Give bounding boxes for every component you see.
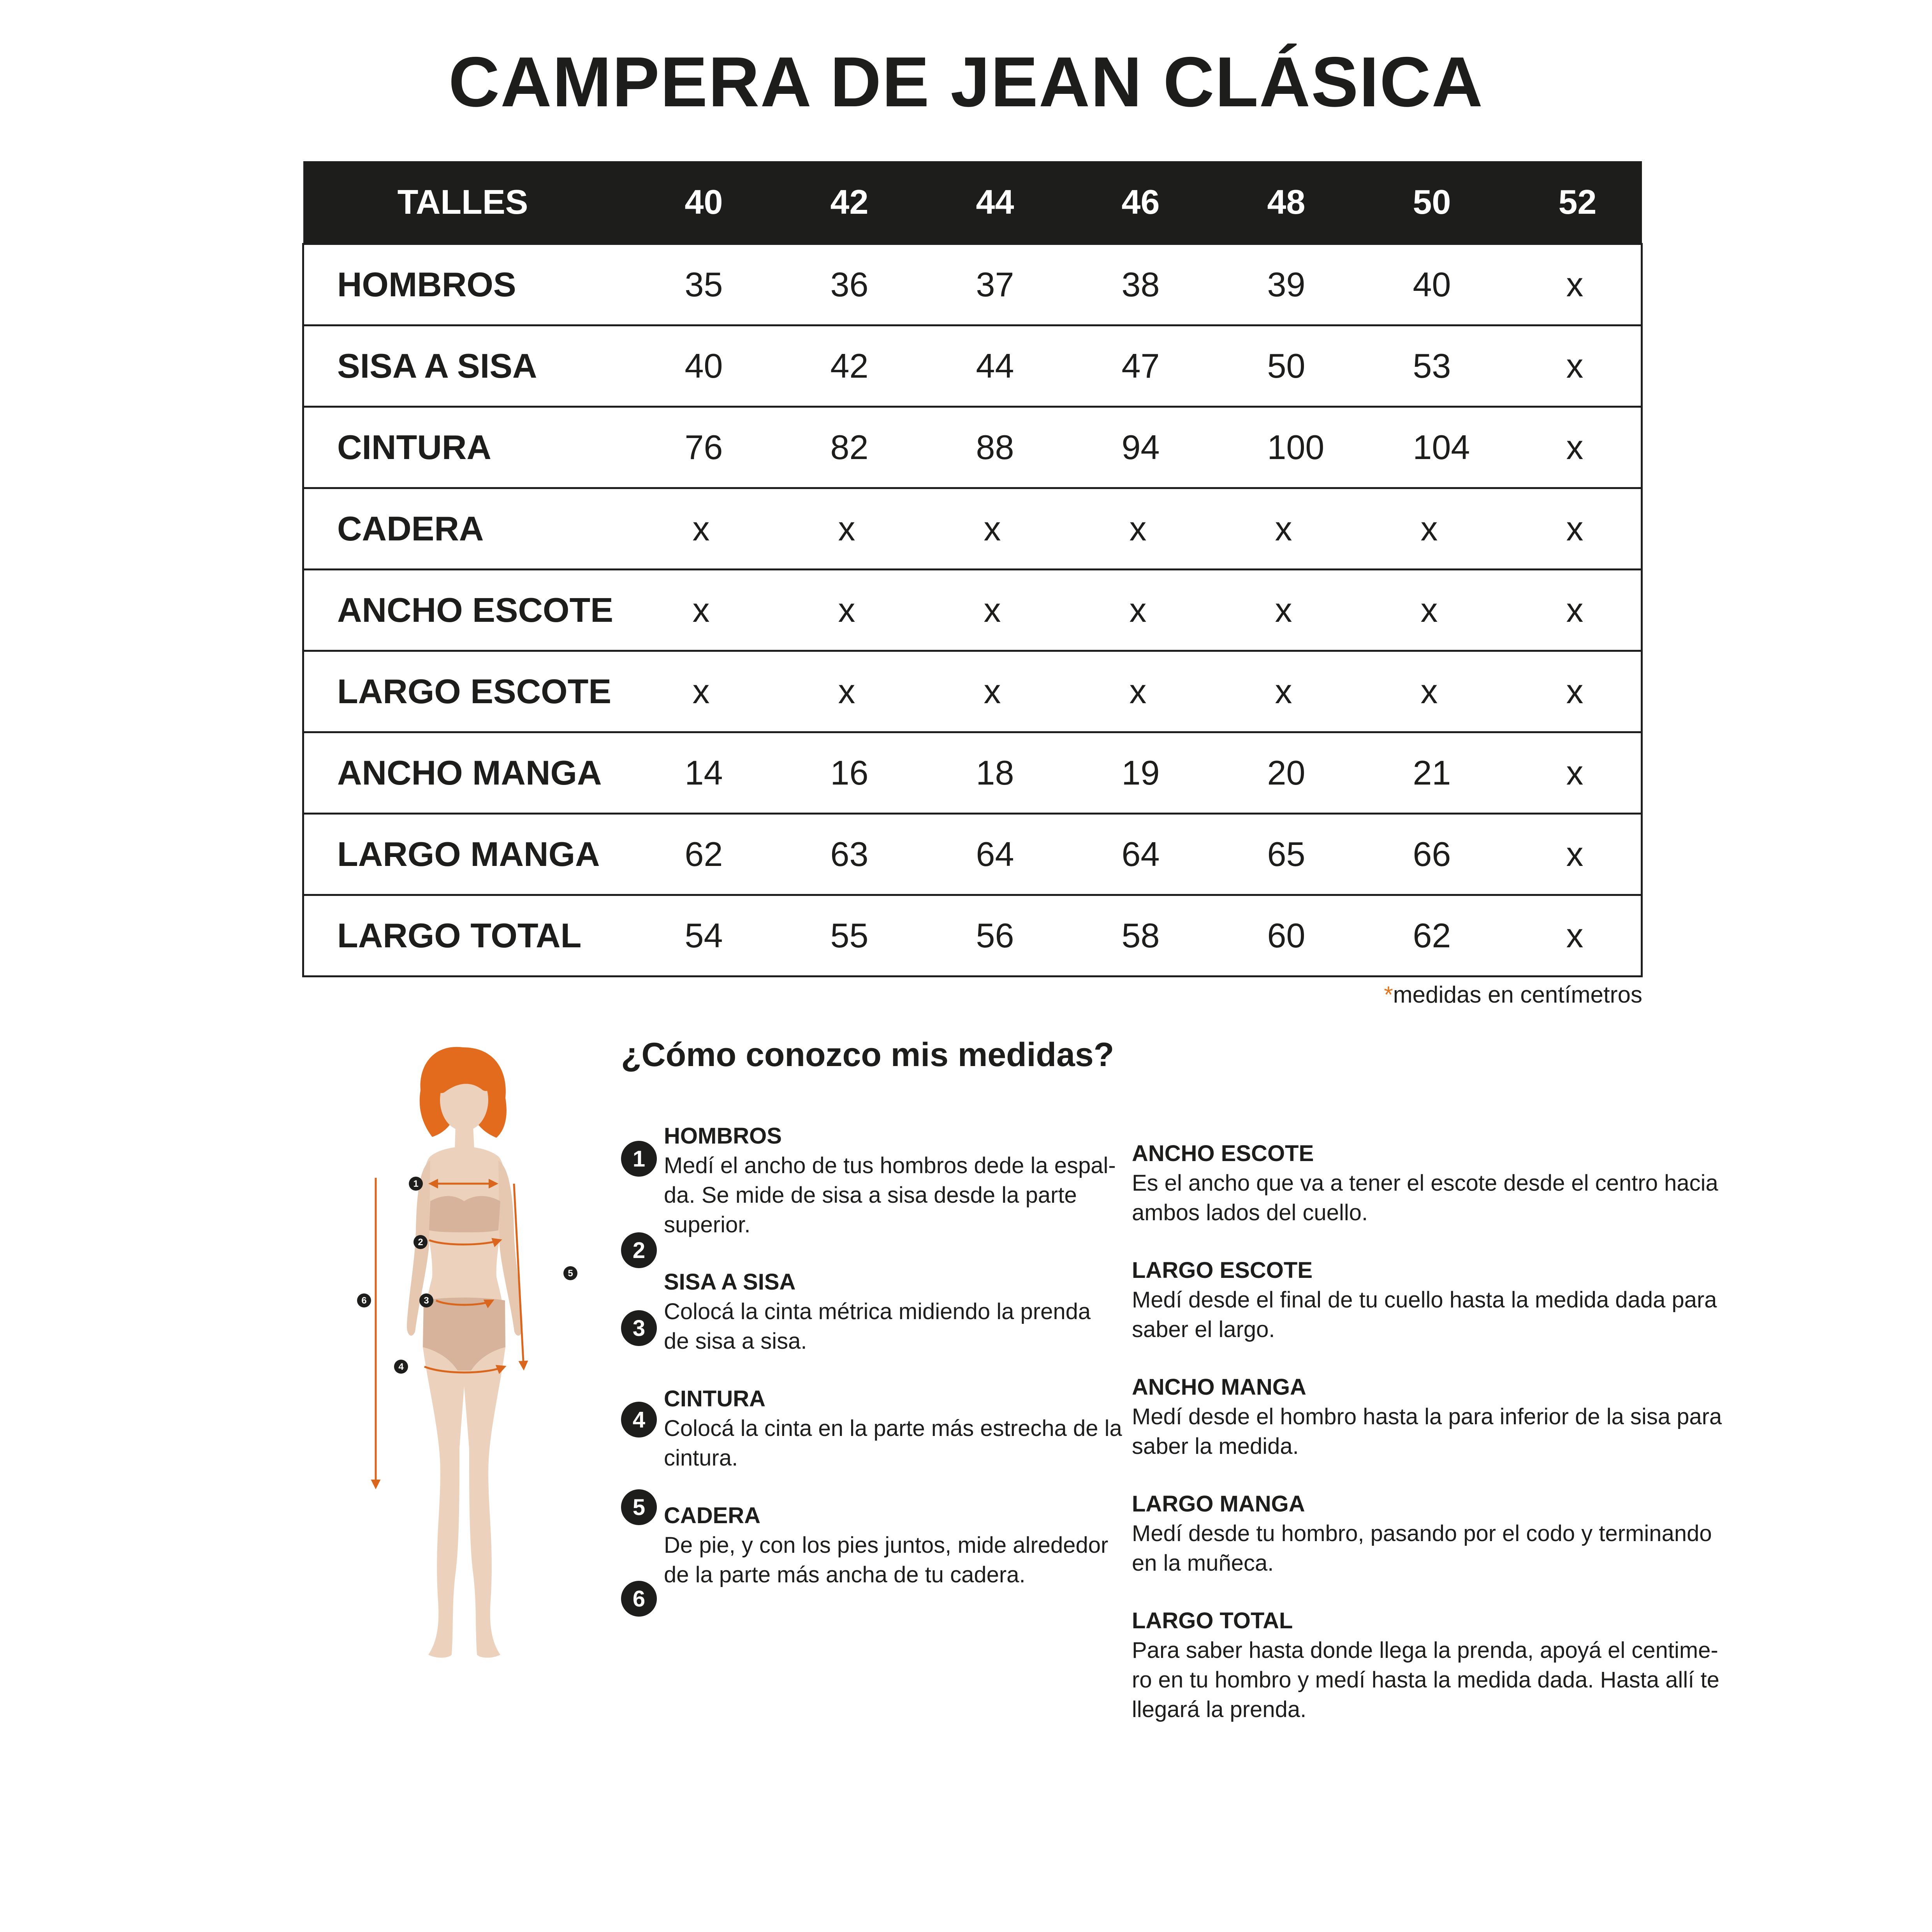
table-cell: x [914, 651, 1059, 732]
desc-body: Medí desde el hombro hasta la para inferior de la sisa para saber la medida. [1132, 1404, 1722, 1459]
size-header-row [303, 161, 1642, 244]
row-label: CINTURA [303, 406, 623, 488]
table-row [303, 488, 1642, 569]
table-cell: 40 [623, 325, 768, 406]
table-cell: 76 [623, 406, 768, 488]
marker-1-icon [409, 1177, 423, 1191]
table-row [303, 406, 1642, 488]
table-cell: 56 [914, 895, 1059, 976]
table-cell: 38 [1059, 244, 1205, 325]
table-cell: 19 [1059, 732, 1205, 813]
row-label: CADERA [303, 488, 623, 569]
table-cell: x [1351, 488, 1496, 569]
table-cell: x [623, 569, 768, 651]
table-cell: x [914, 569, 1059, 651]
body-measurement-figure [343, 1036, 584, 1698]
desc-sisa [664, 1267, 1131, 1356]
desc-heading: CINTURA [664, 1386, 765, 1411]
table-cell: x [1205, 651, 1351, 732]
table-cell: 20 [1205, 732, 1351, 813]
table-cell: 50 [1205, 325, 1351, 406]
size-header-cell: 40 [684, 182, 723, 221]
table-cell: x [1496, 569, 1642, 651]
svg-text:1: 1 [413, 1179, 419, 1189]
desc-body: Medí desde tu hombro, pasando por el codo y terminando en la muñeca. [1132, 1521, 1712, 1576]
desc-largo-manga [1132, 1489, 1755, 1578]
table-cell: x [768, 569, 914, 651]
size-header-cell: 46 [1121, 182, 1160, 221]
marker-4-icon [394, 1360, 408, 1374]
table-cell: 40 [1351, 244, 1496, 325]
table-cell: 58 [1059, 895, 1205, 976]
desc-hombros [664, 1121, 1131, 1240]
step-badge-6-icon: 6 [621, 1581, 657, 1617]
size-header-cell: 42 [830, 182, 869, 221]
howto-title: ¿Cómo conozco mis medidas? [621, 1036, 1114, 1073]
desc-heading: SISA A SISA [664, 1269, 796, 1295]
table-cell: x [768, 488, 914, 569]
note-asterisk: * [1384, 982, 1393, 1008]
table-cell: 21 [1351, 732, 1496, 813]
table-cell: 66 [1351, 813, 1496, 895]
table-cell: 100 [1205, 406, 1351, 488]
row-label: LARGO TOTAL [303, 895, 623, 976]
table-row [303, 895, 1642, 976]
table-cell: 88 [914, 406, 1059, 488]
desc-body: Medí el ancho de tus hombros dede la espal- da. Se mide de sisa a sisa desde la parte superior. [664, 1153, 1116, 1237]
table-cell: x [623, 488, 768, 569]
marker-5-icon [563, 1266, 577, 1280]
desc-body: Colocá la cinta en la parte más estrecha de la cintura. [664, 1416, 1122, 1471]
table-row [303, 732, 1642, 813]
table-cell: x [1059, 569, 1205, 651]
table-cell: 64 [1059, 813, 1205, 895]
marker-6-icon [357, 1293, 371, 1307]
size-chart-table [302, 161, 1643, 977]
desc-heading: HOMBROS [664, 1123, 782, 1149]
table-row [303, 325, 1642, 406]
marker-2-icon [413, 1235, 428, 1249]
desc-heading: CADERA [664, 1503, 761, 1528]
desc-heading: LARGO TOTAL [1132, 1608, 1293, 1633]
svg-text:5: 5 [568, 1268, 573, 1279]
note-text: medidas en centímetros [1393, 982, 1642, 1008]
row-label: LARGO ESCOTE [303, 651, 623, 732]
table-cell: 42 [768, 325, 914, 406]
table-cell: 39 [1205, 244, 1351, 325]
table-cell: 53 [1351, 325, 1496, 406]
step-badge-1-icon: 1 [621, 1141, 657, 1177]
table-cell: 62 [623, 813, 768, 895]
table-row [303, 813, 1642, 895]
units-note [1384, 981, 1642, 1008]
svg-text:6: 6 [361, 1295, 367, 1306]
table-cell: 54 [623, 895, 768, 976]
step-badge-2-icon: 2 [621, 1232, 657, 1268]
table-cell: 47 [1059, 325, 1205, 406]
table-cell: 63 [768, 813, 914, 895]
table-row [303, 569, 1642, 651]
table-cell: x [1351, 651, 1496, 732]
size-header-cell: 48 [1267, 182, 1306, 221]
table-cell: x [1496, 895, 1642, 976]
table-cell: 36 [768, 244, 914, 325]
desc-heading: LARGO ESCOTE [1132, 1258, 1313, 1283]
table-cell: 82 [768, 406, 914, 488]
table-cell: x [1496, 651, 1642, 732]
table-cell: 64 [914, 813, 1059, 895]
table-cell: x [768, 651, 914, 732]
row-label: SISA A SISA [303, 325, 623, 406]
desc-body: De pie, y con los pies juntos, mide alrededor de la parte más ancha de tu cadera. [664, 1533, 1109, 1587]
table-cell: x [1205, 488, 1351, 569]
desc-heading: LARGO MANGA [1132, 1491, 1305, 1517]
step-badge-4-icon: 4 [621, 1402, 657, 1438]
page-title: CAMPERA DE JEAN CLÁSICA [448, 42, 1484, 121]
row-label: ANCHO ESCOTE [303, 569, 623, 651]
table-cell: 55 [768, 895, 914, 976]
table-cell: 16 [768, 732, 914, 813]
desc-ancho-manga [1132, 1372, 1755, 1461]
table-row [303, 651, 1642, 732]
table-cell: 104 [1351, 406, 1496, 488]
desc-body: Medí desde el final de tu cuello hasta la medida dada para saber el largo. [1132, 1287, 1717, 1342]
step-badge-5-icon: 5 [621, 1489, 657, 1525]
row-label: LARGO MANGA [303, 813, 623, 895]
desc-cadera [664, 1501, 1131, 1590]
step-badge-3-icon: 3 [621, 1310, 657, 1346]
table-cell: 14 [623, 732, 768, 813]
table-cell: x [1059, 488, 1205, 569]
desc-largo-total [1132, 1606, 1755, 1724]
svg-text:4: 4 [398, 1362, 404, 1372]
table-cell: 62 [1351, 895, 1496, 976]
bra [429, 1196, 500, 1232]
table-cell: x [1496, 325, 1642, 406]
table-row [303, 244, 1642, 325]
table-cell: 35 [623, 244, 768, 325]
legs [423, 1347, 505, 1658]
table-cell: x [1496, 732, 1642, 813]
desc-body: Colocá la cinta métrica midiendo la prenda de sisa a sisa. [664, 1299, 1091, 1354]
desc-heading: ANCHO MANGA [1132, 1374, 1306, 1400]
table-cell: 65 [1205, 813, 1351, 895]
size-header-cell: 52 [1558, 182, 1597, 221]
desc-ancho-escote [1132, 1139, 1755, 1228]
table-cell: 18 [914, 732, 1059, 813]
marker-3-icon [419, 1293, 433, 1307]
desc-heading: ANCHO ESCOTE [1132, 1141, 1314, 1166]
table-cell: x [914, 488, 1059, 569]
size-header-cell: 50 [1413, 182, 1451, 221]
size-header-cell: 44 [976, 182, 1014, 221]
table-cell: 44 [914, 325, 1059, 406]
table-cell: 60 [1205, 895, 1351, 976]
table-cell: x [1496, 488, 1642, 569]
table-cell: x [1059, 651, 1205, 732]
table-cell: x [1496, 813, 1642, 895]
table-cell: x [1496, 406, 1642, 488]
table-cell: x [1205, 569, 1351, 651]
svg-text:2: 2 [418, 1237, 423, 1248]
row-label: ANCHO MANGA [303, 732, 623, 813]
table-cell: x [1351, 569, 1496, 651]
desc-cintura [664, 1384, 1131, 1473]
table-cell: x [1496, 244, 1642, 325]
svg-text:3: 3 [424, 1295, 429, 1306]
desc-body: Es el ancho que va a tener el escote desde el centro hacia ambos lados del cuello. [1132, 1170, 1718, 1225]
row-label: HOMBROS [303, 244, 623, 325]
table-cell: 37 [914, 244, 1059, 325]
sizes-header-label: TALLES [397, 182, 528, 221]
table-cell: x [623, 651, 768, 732]
desc-largo-escote [1132, 1256, 1755, 1344]
table-cell: 94 [1059, 406, 1205, 488]
desc-body: Para saber hasta donde llega la prenda, apoyá el centime- ro en tu hombro y medí hasta la medida dada. Hasta allí te llegará la prenda. [1132, 1638, 1719, 1722]
